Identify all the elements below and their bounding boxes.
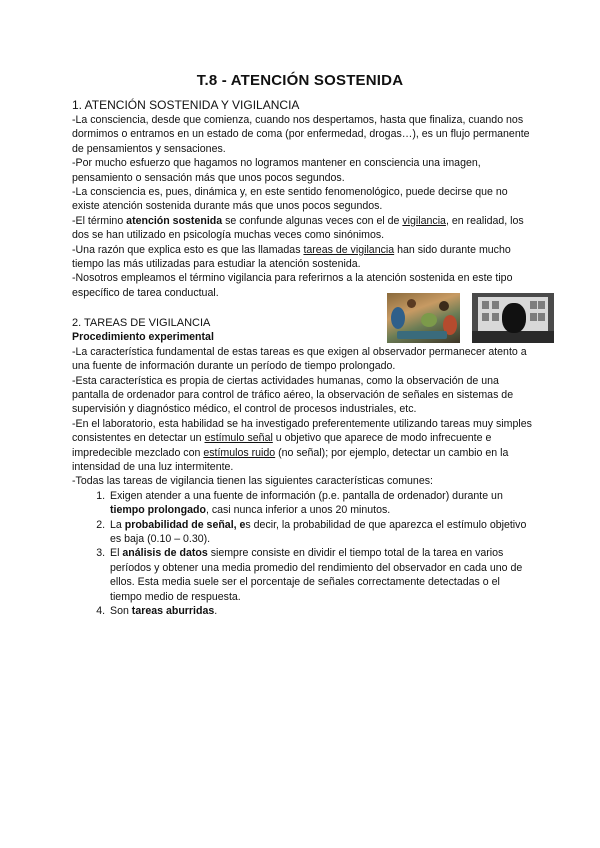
text-run: La — [110, 518, 125, 531]
bold-term: tiempo prolongado — [110, 504, 206, 517]
paragraph: -Nosotros empleamos el término vigilancia para referirnos a la atención sostenida en este tipo específico de tarea conductual. — [72, 272, 513, 299]
underlined-term: vigilancia — [402, 214, 446, 227]
bold-term: análisis de datos — [122, 547, 208, 560]
monitoring-room-photo — [472, 293, 554, 343]
characteristics-list — [72, 489, 532, 619]
text-run: Son — [110, 605, 132, 617]
list-item — [108, 518, 532, 547]
paragraph: -Esta característica es propia de ciertas actividades humanas, como la observación de una pantalla de ordenador para control de tráfico aéreo, la observación de señales en sistemas de supervisión y diagnóstico médico, el control de procesos industriales, etc. — [72, 374, 514, 416]
list-item — [108, 604, 532, 618]
text-run: s decir, la probabilidad de que aparezca el estímulo objetivo es baja (0.10 – 0.30). — [110, 518, 527, 545]
list-item — [108, 489, 532, 518]
text-run: Exigen atender a una fuente de información (p.e. pantalla de ordenador) durante un — [110, 489, 503, 502]
text-run: El — [110, 547, 123, 560]
paragraph — [72, 214, 532, 243]
underlined-term: estímulo señal — [204, 432, 273, 445]
paragraph: -La consciencia es, pues, dinámica y, en este sentido fenomenológico, puede decirse que no existe atención sostenida durante más que unos pocos segundos. — [72, 186, 508, 213]
text-run: -Una razón que explica esto es que las llamadas — [72, 243, 304, 256]
section-2-heading: 2. TAREAS DE VIGILANCIA — [72, 317, 211, 330]
page-title: T.8 - ATENCIÓN SOSTENIDA — [196, 72, 404, 89]
bold-term: probabilidad de señal, e — [124, 518, 246, 531]
paragraph — [72, 417, 532, 475]
paragraph — [72, 243, 532, 272]
text-run: -El término — [72, 214, 127, 227]
text-run: -En el laboratorio, esta habilidad se ha investigado preferentemente utilizando tareas muy simples consistentes en detectar un — [72, 417, 532, 445]
factory-workers-photo — [387, 293, 460, 343]
text-run: . — [214, 605, 218, 617]
subheading: Procedimiento experimental — [72, 331, 214, 344]
underlined-term: tareas de vigilancia — [303, 243, 395, 256]
list-item — [108, 546, 532, 604]
text-run: siempre consiste en dividir el tiempo total de la tarea en varios períodos y obtener una media promedio del rendimiento del observador en cada uno de ellos. Esta media suele ser el porcentaje de señales correctamente detectadas o el tiempo medio de respuesta. — [110, 547, 523, 603]
text-run: , casi nunca inferior a unos 20 minutos. — [205, 504, 391, 517]
bold-term: tareas aburridas — [131, 605, 215, 617]
text-run: (no señal); por ejemplo, detectar un cambio en la intensidad de una luz intermitente. — [72, 446, 509, 473]
bold-term: atención sostenida — [126, 214, 223, 227]
paragraph: -La consciencia, desde que comienza, cuando nos despertamos, hasta que finaliza, cuando nos dormimos o entramos en un estado de coma (por enfermedad, drogas…), es un flujo permanente de pensamientos y sensaciones. — [72, 114, 530, 155]
section-1-heading: 1. ATENCIÓN SOSTENIDA Y VIGILANCIA — [72, 98, 300, 112]
text-run: u objetivo que aparece de modo infrecuente e impredecible mezclado con — [72, 432, 492, 459]
underlined-term: estímulos ruido — [203, 446, 276, 459]
paragraph: -Por mucho esfuerzo que hagamos no logramos mantener en consciencia una imagen, pensamiento o sensación más que unos pocos segundos. — [72, 157, 481, 184]
paragraph: -Todas las tareas de vigilancia tienen las siguientes características comunes: — [72, 475, 433, 488]
text-run: han sido durante mucho tiempo las más utilizadas para estudiar la atención sostenida. — [72, 243, 511, 271]
paragraph: -La característica fundamental de estas tareas es que exigen al observador permanecer atento a una fuente de información durante un período de tiempo prolongado. — [72, 345, 527, 373]
document-body — [72, 98, 532, 618]
text-run: , en realidad, los dos se han utilizado en psicología muchas veces como sinónimos. — [72, 214, 524, 242]
text-run: se confunde algunas veces con el de — [222, 214, 403, 227]
